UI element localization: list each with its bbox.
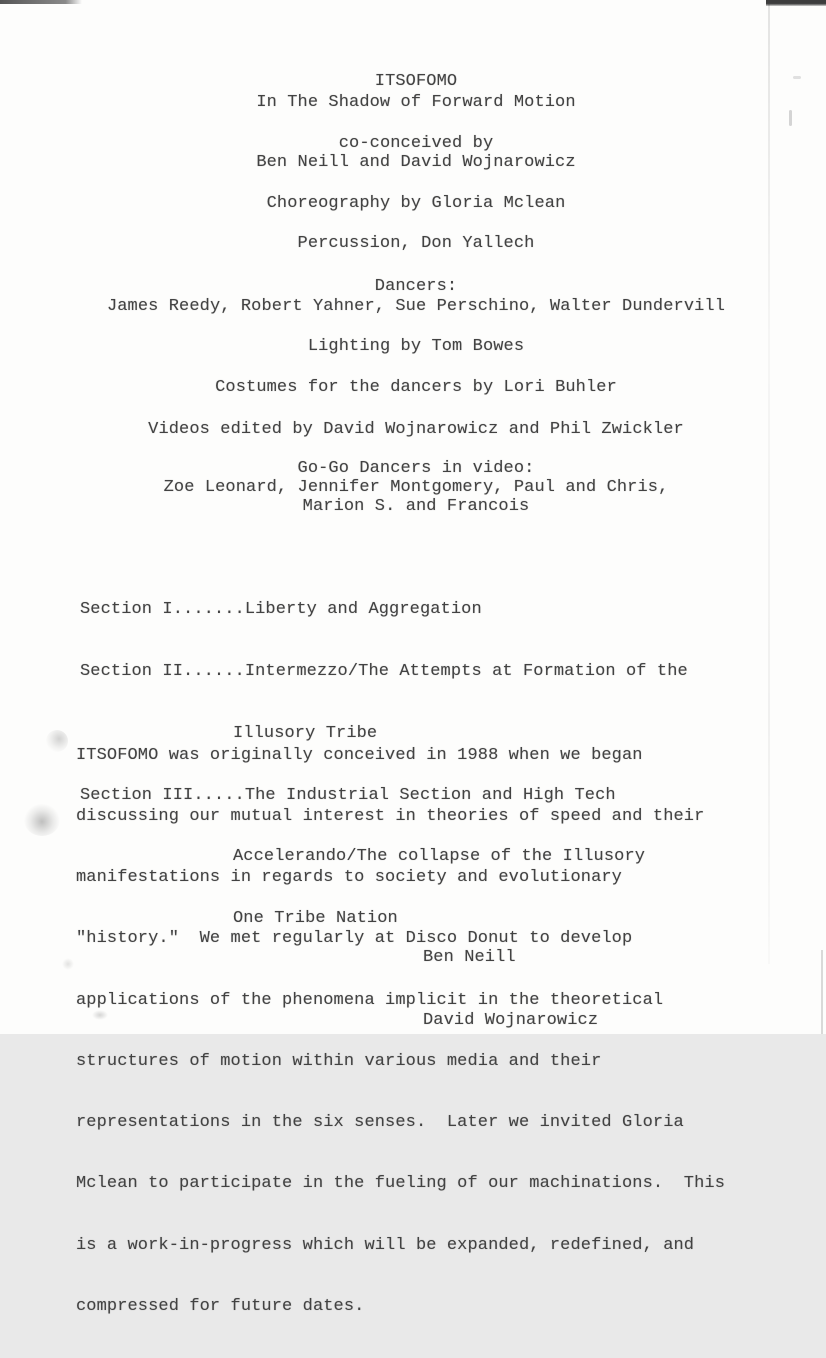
credit-coconceived-label: co-conceived by xyxy=(338,134,494,153)
scan-artifact-page-edge xyxy=(821,950,823,1034)
paragraph-line: structures of motion within various media and their xyxy=(76,1051,602,1071)
section-2: Section II......Intermezzo/The Attempts at Formation of the xyxy=(80,661,688,681)
credit-gogo-names-line1: Zoe Leonard, Jennifer Montgomery, Paul and Chris, xyxy=(163,478,669,497)
signature-name-2: David Wojnarowicz xyxy=(423,1011,599,1030)
document-title: ITSOFOMO xyxy=(374,72,458,91)
paragraph-line: applications of the phenomena implicit in the theoretical xyxy=(76,990,664,1010)
document-subtitle: In The Shadow of Forward Motion xyxy=(256,93,576,112)
scan-artifact-top-right-bar xyxy=(766,0,826,6)
section-1: Section I.......Liberty and Aggregation xyxy=(80,600,482,620)
credit-percussion: Percussion, Don Yallech xyxy=(297,234,535,253)
paragraph-line: is a work-in-progress which will be expanded, redefined, and xyxy=(76,1235,695,1255)
paragraph-line: Mclean to participate in the fueling of our machinations. This xyxy=(76,1174,726,1194)
credit-lighting: Lighting by Tom Bowes xyxy=(307,337,525,356)
scan-artifact-top-left-bar xyxy=(0,0,82,4)
paragraph-line: compressed for future dates. xyxy=(76,1296,365,1316)
scan-artifact-smudge xyxy=(62,958,74,970)
paragraph-line: manifestations in regards to society and evolutionary xyxy=(76,868,622,888)
paragraph-line: ITSOFOMO was originally conceived in 1988 when we began xyxy=(76,745,643,765)
body-paragraph xyxy=(76,705,725,1358)
paragraph-line: representations in the six senses. Later we invited Gloria xyxy=(76,1113,684,1133)
paragraph-line: discussing our mutual interest in theories of speed and their xyxy=(76,807,705,827)
credit-costumes: Costumes for the dancers by Lori Buhler xyxy=(215,378,617,397)
credit-gogo-names-line2: Marion S. and Francois xyxy=(302,497,530,516)
credit-coconceived-names: Ben Neill and David Wojnarowicz xyxy=(256,153,576,172)
credit-dancers-names: James Reedy, Robert Yahner, Sue Perschino, Walter Dundervill xyxy=(106,297,726,316)
section-2-continued: Illusory Tribe xyxy=(233,723,378,743)
section-3-continued: Accelerando/The collapse of the Illusory xyxy=(233,847,646,867)
paragraph-line: "history." We met regularly at Disco Donut to develop xyxy=(76,929,633,949)
section-3: Section III.....The Industrial Section and High Tech xyxy=(80,785,616,805)
credit-choreography: Choreography by Gloria Mclean xyxy=(266,194,566,213)
credit-gogo-label: Go-Go Dancers in video: xyxy=(297,459,535,478)
signature-block xyxy=(423,905,598,1073)
scan-artifact-smudge xyxy=(24,804,60,836)
credit-videos: Videos edited by David Wojnarowicz and Phil Zwickler xyxy=(148,420,684,439)
credit-dancers-label: Dancers: xyxy=(374,277,458,296)
signature-name-1: Ben Neill xyxy=(423,948,516,967)
section-3-continued: One Tribe Nation xyxy=(233,909,398,929)
scan-artifact-smudge xyxy=(46,730,68,752)
